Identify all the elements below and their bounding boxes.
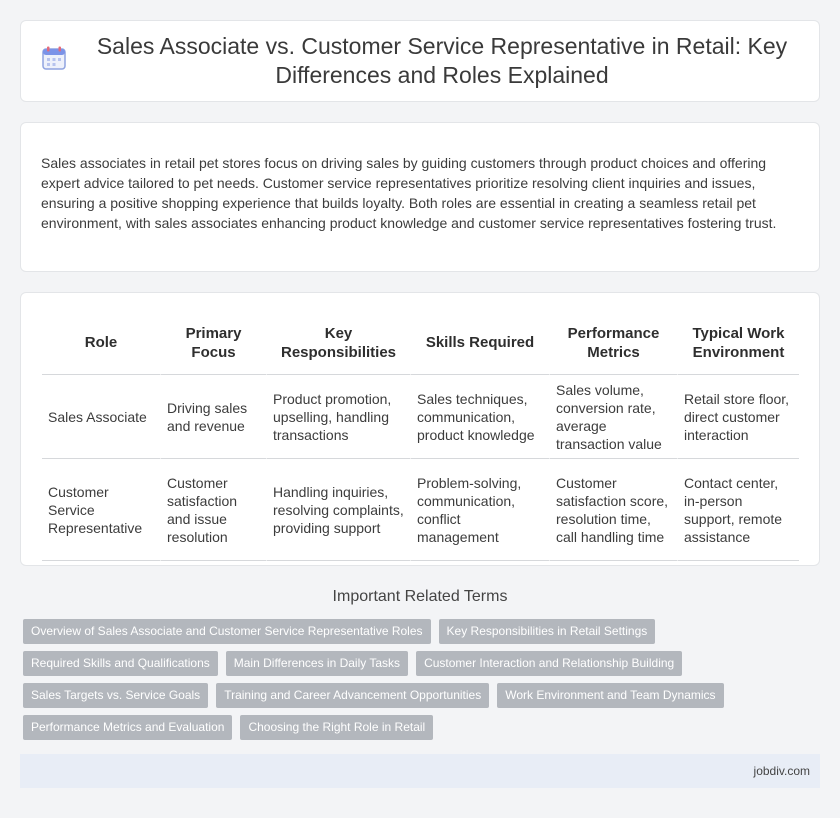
- intro-card: [20, 122, 820, 272]
- related-term-tag[interactable]: Work Environment and Team Dynamics: [497, 683, 723, 708]
- table-cell: Problem-solving, communication, conflict management: [410, 459, 549, 561]
- related-term-tag[interactable]: Performance Metrics and Evaluation: [23, 715, 232, 740]
- table-cell: Sales Associate: [42, 375, 160, 459]
- table-row: [42, 375, 799, 459]
- comparison-table-card: [20, 292, 820, 566]
- related-term-tag[interactable]: Required Skills and Qualifications: [23, 651, 218, 676]
- table-row: [42, 459, 799, 561]
- table-header-row: [42, 311, 799, 375]
- related-term-tag[interactable]: Overview of Sales Associate and Customer Service Representative Roles: [23, 619, 431, 644]
- related-term-tag[interactable]: Main Differences in Daily Tasks: [226, 651, 408, 676]
- related-terms-list: [23, 619, 823, 747]
- footer-brand-link[interactable]: jobdiv.com: [753, 764, 810, 778]
- table-cell: Product promotion, upselling, handling transactions: [266, 375, 410, 459]
- related-term-tag[interactable]: Training and Career Advancement Opportunities: [216, 683, 489, 708]
- intro-paragraph: Sales associates in retail pet stores focus on driving sales by guiding customers through product choices and offering expert advice tailored to pet needs. Customer service representatives prioritize resolving client inquiries and issues, ensuring a positive shopping experience that builds loyalty. Both roles are essential in creating a seamless retail pet environment, with sales associates enhancing product knowledge and customer service representatives fostering trust.: [41, 155, 777, 231]
- table-cell: Customer Service Representative: [42, 459, 160, 561]
- table-cell: Driving sales and revenue: [160, 375, 266, 459]
- table-cell: Contact center, in-person support, remote assistance: [677, 459, 799, 561]
- header-performance-metrics: Performance Metrics: [549, 311, 677, 375]
- related-term-tag[interactable]: Sales Targets vs. Service Goals: [23, 683, 208, 708]
- header-key-responsibilities: Key Responsibilities: [266, 311, 410, 375]
- page-title: Sales Associate vs. Customer Service Representative in Retail: Key Differences and Roles Explained: [96, 33, 788, 88]
- header-work-environment: Typical Work Environment: [677, 311, 799, 375]
- table-cell: Sales volume, conversion rate, average transaction value: [549, 375, 677, 459]
- header-primary-focus: Primary Focus: [160, 311, 266, 375]
- header-skills-required: Skills Required: [410, 311, 549, 375]
- related-term-tag[interactable]: Key Responsibilities in Retail Settings: [439, 619, 656, 644]
- related-term-tag[interactable]: Choosing the Right Role in Retail: [240, 715, 433, 740]
- footer: [20, 754, 820, 788]
- table-cell: Sales techniques, communication, product knowledge: [410, 375, 549, 459]
- header-role: Role: [42, 311, 160, 375]
- table-cell: Retail store floor, direct customer interaction: [677, 375, 799, 459]
- comparison-table: [42, 311, 799, 561]
- calendar-icon: [41, 45, 67, 71]
- table-cell: Customer satisfaction and issue resolution: [160, 459, 266, 561]
- header-card: [20, 20, 820, 102]
- table-cell: Handling inquiries, resolving complaints, providing support: [266, 459, 410, 561]
- table-cell: Customer satisfaction score, resolution time, call handling time: [549, 459, 677, 561]
- related-term-tag[interactable]: Customer Interaction and Relationship Building: [416, 651, 682, 676]
- related-terms-title: Important Related Terms: [332, 588, 508, 605]
